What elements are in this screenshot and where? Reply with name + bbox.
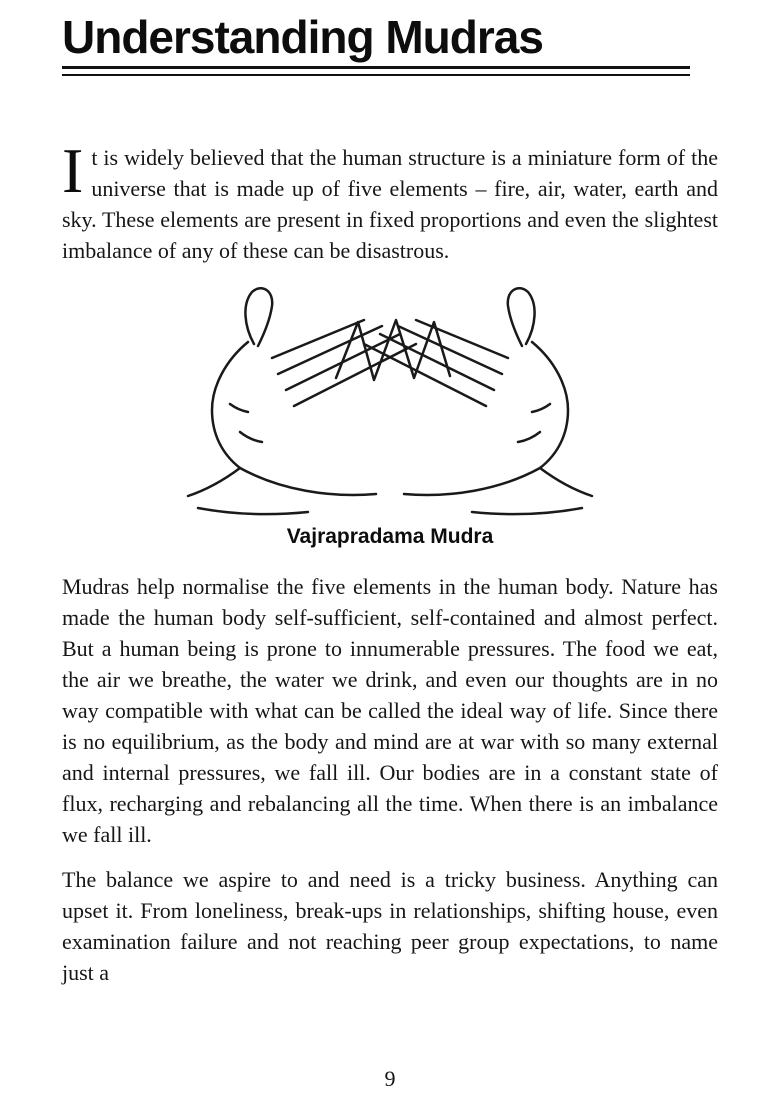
title-underline [62, 66, 690, 76]
mudra-figure [62, 280, 718, 549]
title-rule-bottom [62, 74, 690, 76]
body-text [62, 135, 718, 988]
dropcap-letter: I [62, 135, 84, 206]
body-paragraph: The balance we aspire to and need is a tricky business. Anything can upset it. From loneliness, break-ups in relationships, shifting house, even examination failure and not reaching peer group expectations, to name just a [62, 867, 718, 985]
mudra-hands-illustration [164, 280, 616, 518]
figure-caption: Vajrapradama Mudra [286, 525, 494, 548]
body-paragraph: Mudras help normalise the five elements in the human body. Nature has made the human body self-sufficient, self-contained and almost perfect. But a human being is prone to innumerable pressures. The food we eat, the air we breathe, the water we drink, and even our thoughts are in no way compatible with what can be called the ideal way of life. Since there is no equilibrium, as the body and mind are at war with so many external and internal pressures, we fall ill. Our bodies are in a constant state of flux, recharging and rebalancing all the time. When there is an imbalance we fall ill. [62, 574, 718, 847]
intro-paragraph [62, 135, 718, 266]
page-number: 9 [384, 1066, 396, 1091]
page-title: Understanding Mudras [62, 11, 543, 63]
intro-paragraph-text: t is widely believed that the human structure is a miniature form of the universe that is made up of five elements – fire, air, water, earth and sky. These elements are present in fixed proportions and even the slightest imbalance of any of these can be disastrous. [62, 145, 718, 263]
title-rule-top [62, 66, 690, 69]
